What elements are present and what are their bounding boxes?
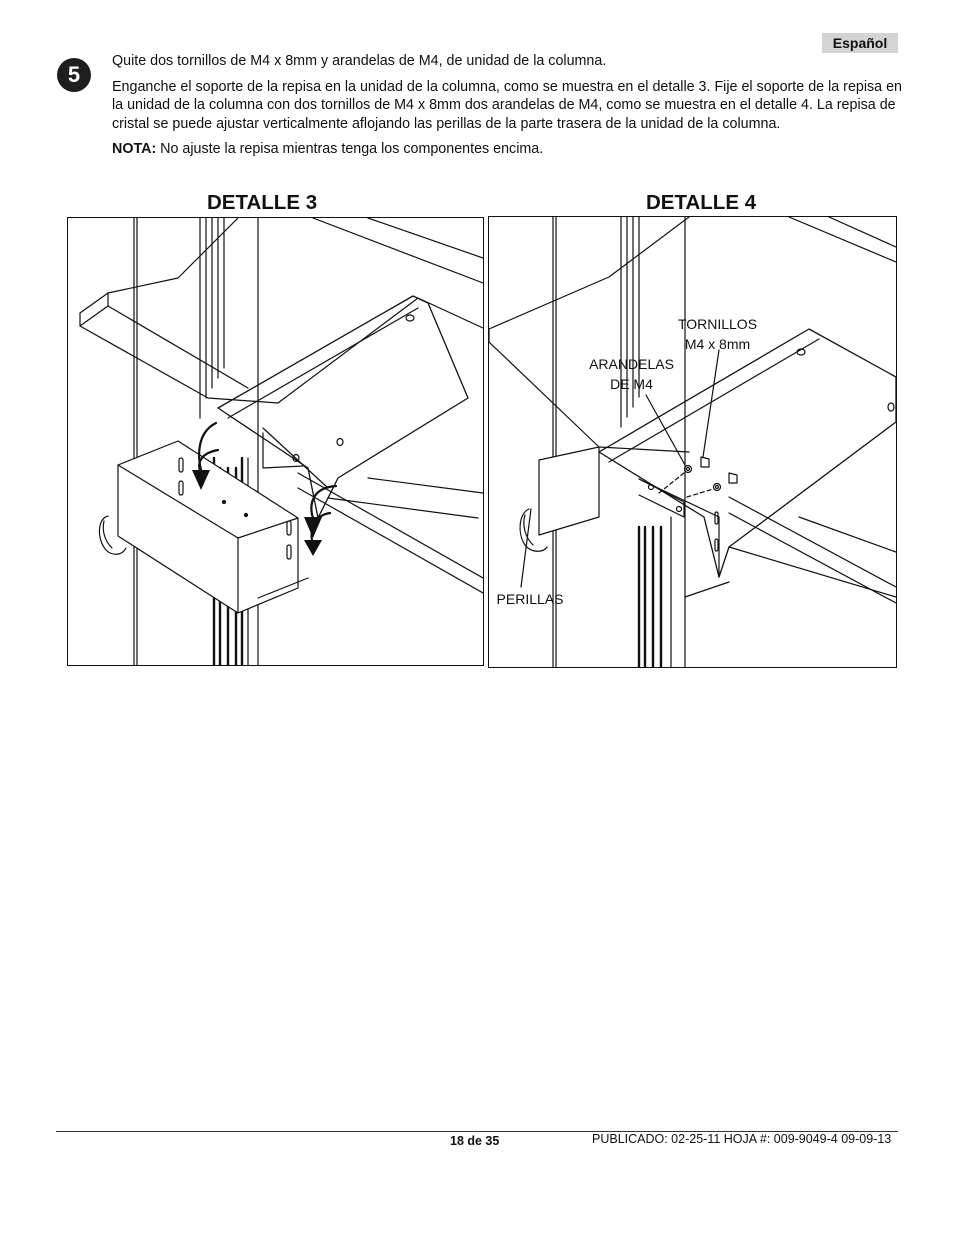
note-text: No ajuste la repisa mientras tenga los componentes encima.	[156, 141, 544, 157]
page-number: 18 de 35	[450, 1134, 500, 1148]
note-paragraph	[112, 140, 902, 159]
language-badge: Español	[822, 33, 898, 53]
callout-arandelas-line1: ARANDELAS	[589, 356, 674, 372]
step-instructions	[112, 52, 902, 166]
instruction-paragraph-1: Quite dos tornillos de M4 x 8mm y arandelas de M4, de unidad de la columna.	[112, 53, 607, 69]
callout-perillas: PERILLAS	[496, 591, 564, 607]
callout-tornillos	[670, 314, 765, 354]
detail-3-illustration	[67, 217, 484, 666]
instruction-paragraph-2: Enganche el soporte de la repisa en la unidad de la columna, como se muestra en el detalle 3. Fije el soporte de la repisa en la unidad de la columna con dos tornillos de M4 x 8mm dos arandelas de M4, como se muestra en el detalle 4. La repisa de cristal se puede ajustar verticalmente aflojando las perillas de la parte trasera de la unidad de la columna.	[112, 78, 902, 132]
note-label: NOTA:	[112, 141, 157, 157]
publication-info: PUBLICADO: 02-25-11 HOJA #: 009-9049-4 09-09-13	[592, 1132, 892, 1146]
callout-tornillos-line2: M4 x 8mm	[684, 336, 751, 352]
callout-tornillos-line1: TORNILLOS	[677, 316, 758, 332]
callout-arandelas	[580, 354, 683, 394]
callout-arandelas-line2: DE M4	[610, 376, 653, 392]
step-number-badge: 5	[57, 58, 91, 92]
detail-4-title: DETALLE 4	[646, 191, 757, 214]
detail-3-title: DETALLE 3	[207, 191, 318, 214]
